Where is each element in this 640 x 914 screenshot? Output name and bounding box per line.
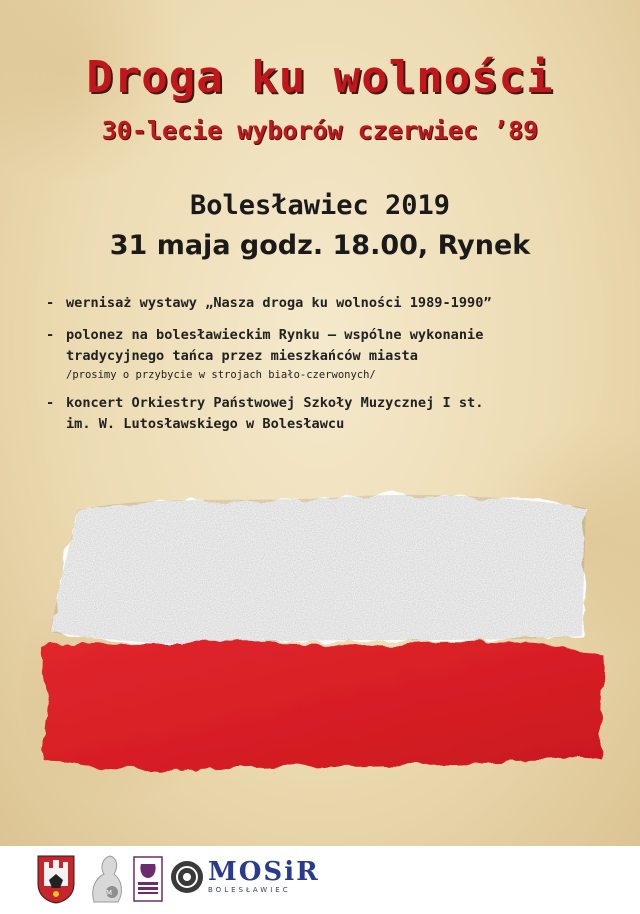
svg-text:M: M (105, 889, 113, 897)
program-item-note: /prosimy o przybycie w strojach biało-czerwonych/ (66, 369, 376, 381)
city-year: Bolesławiec 2019 (189, 190, 451, 221)
bullet-dash: - (46, 395, 55, 411)
bullet-dash: - (46, 327, 55, 343)
sponsor-footer (0, 846, 640, 914)
program-item-text: polonez na bolesławieckim Rynku – wspólne wykonanie (66, 327, 484, 343)
program-item-text: tradycyjnego tańca przez mieszkańców miasta (66, 348, 418, 364)
poster-subtitle: 30-lecie wyborów czerwiec ’89 (101, 116, 539, 145)
program-item-text: im. W. Lutosławskiego w Bolesławcu (66, 416, 345, 432)
program-item-text: koncert Orkiestry Państwowej Szkoły Muzycznej I st. (66, 395, 484, 411)
polish-flag-painting (0, 486, 640, 786)
poster-title: Droga ku wolności (86, 52, 554, 103)
mosir-logo (208, 858, 328, 894)
orchestra-logo-icon (170, 860, 204, 894)
museum-logo-icon (133, 856, 163, 902)
event-date-time: 31 maja godz. 18.00, Rynek (109, 230, 531, 261)
program-item (46, 293, 616, 314)
mosir-logo-subtext: BOLESŁAWIEC (208, 886, 291, 894)
program-item-text: wernisaż wystawy „Nasza droga ku wolności 1989-1990” (66, 295, 492, 311)
bullet-dash: - (46, 295, 55, 311)
program-item (46, 393, 616, 435)
mosir-logo-text: MOSiR (208, 857, 320, 887)
program-list (46, 293, 616, 446)
program-item (46, 325, 616, 382)
city-coat-of-arms-icon (36, 854, 76, 904)
school-logo-icon (88, 852, 126, 904)
flag-red-stripe (40, 641, 604, 771)
